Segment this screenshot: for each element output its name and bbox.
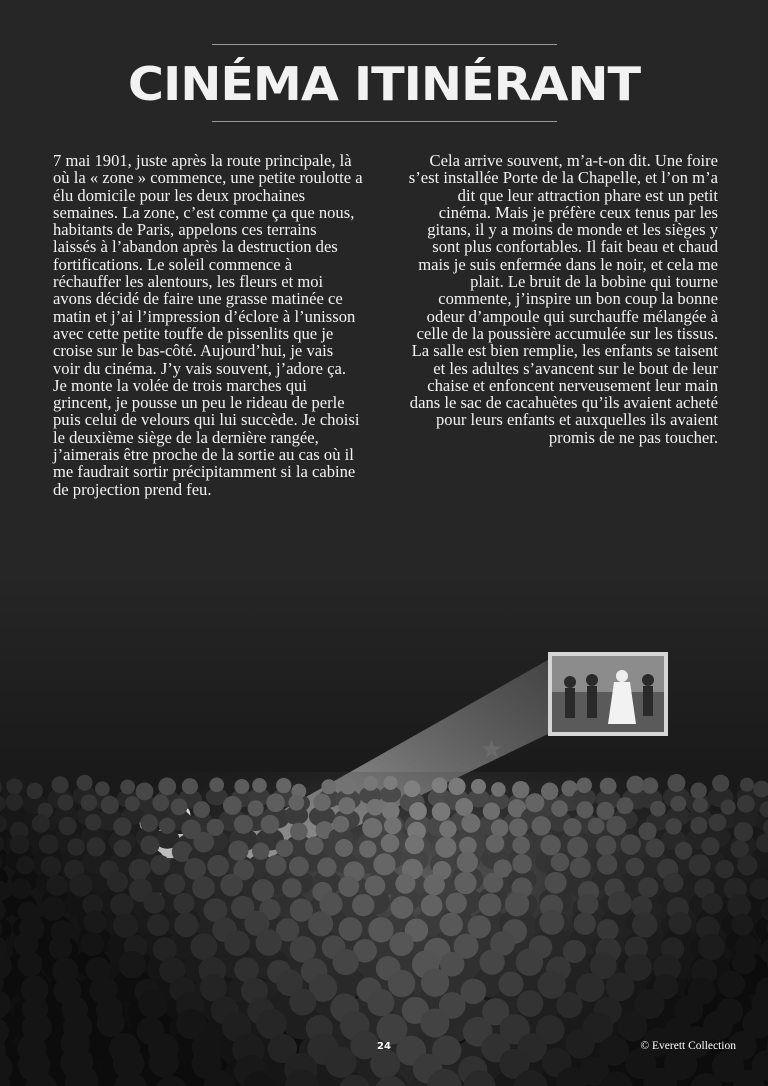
page-number: 24 [377,1041,391,1052]
photo-credit: © Everett Collection [640,1040,736,1052]
title-rule-top [212,44,557,45]
text-column-left [53,152,363,498]
title-rule-bottom [212,121,557,122]
page-title: CINÉMA ITINÉRANT [127,57,641,111]
right-column-paragraph: Cela arrive souvent, m’a-t-on dit. Une foire s’est installée Porte de la Chapelle, et l’on m’a dit que leur attraction phare est un petit cinéma. Mais je préfère ceux tenus par les gitans, il y a moins de monde et les sièges y sont plus confortables. Il fait beau et chaud mais je suis enfermée dans le noir, et cela me plait. Le bruit de la bobine qui tourne commente, j’inspire un bon coup la bonne odeur d’ampoule qui surchauffe mélangée à celle de la poussière accumulée sur les tissus. La salle est bien remplie, les enfants se taisent et les adultes s’avancent sur le bout de leur chaise et enfoncent nerveusement leur main dans le sac de cacahuètes qu’ils avaient acheté pour leurs enfants et auxquelles ils avaient promis de ne pas toucher. [408,151,718,447]
cinema-audience-photo [0,572,768,1086]
left-column-paragraph: 7 mai 1901, juste après la route principale, là où la « zone » commence, une petite roulotte a élu domicile pour les deux prochaines semaines. La zone, c’est comme ça que nous, habitants de Paris, appelons ces terrains laissés à l’abandon après la destruction des fortifications. Le soleil commence à réchauffer les alentours, les fleurs et moi avons décidé de faire une grasse matinée ce matin et j’ai l’impression d’éclore à l’unisson avec cette petite touffe de pissenlits que je croise sur le bas-côté. Aujourd’hui, je vais voir du cinéma. J’y vais souvent, j’adore ça. Je monte la volée de trois marches qui grincent, je pousse un peu le rideau de perle puis celui de velours qui lui succède. Je choisi le deuxième siège de la dernière rangée, j’aimerais être proche de la sortie au cas où il me faudrait sortir précipitamment si la cabine de projection prend feu. [53,151,363,499]
projection-screen [548,652,668,736]
text-column-right [405,152,718,446]
star-shape: ★ [480,735,504,765]
